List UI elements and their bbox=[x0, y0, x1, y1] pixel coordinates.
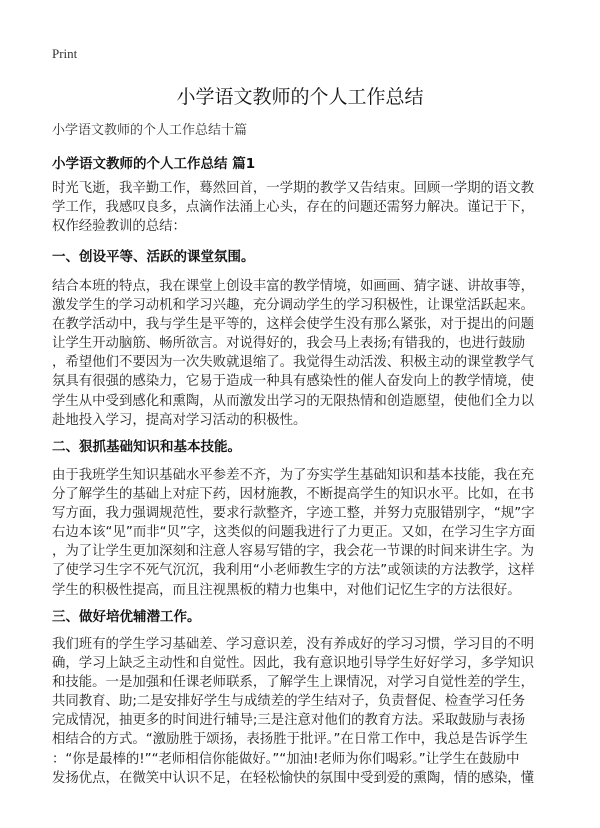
section-heading-3: 三、做好培优辅潜工作。 bbox=[52, 609, 201, 625]
text-line: 学生从中受到感化和熏陶，从而激发出学习的无限热情和创造愿望，使他们全力以 bbox=[52, 393, 535, 409]
text-line: 完成情况，抽更多的时间进行辅导;三是注意对他们的教育方法。采取鼓励与表扬 bbox=[52, 713, 526, 729]
text-line: 确，学习上缺乏主动性和自觉性。因此，我有意识地引导学生好好学习，多学知识 bbox=[52, 656, 535, 672]
text-line: 学生的积极性提高，而且注视黑板的精力也集中，对他们记忆生字的方法很好。 bbox=[52, 582, 521, 598]
text-line: 分了解学生的基础上对症下药，因材施教，不断提高学生的知识水平。比如，在书 bbox=[52, 487, 535, 503]
text-line: 在教学活动中，我与学生是平等的，这样会使学生没有那么紧张，对于提出的问题 bbox=[52, 317, 535, 333]
print-link[interactable]: Print bbox=[52, 46, 78, 61]
text-line: 由于我班学生知识基础水平参差不齐，为了夯实学生基础知识和基本技能，我在充 bbox=[52, 468, 535, 483]
section-heading-1: 一、创设平等、活跃的课堂氛围。 bbox=[52, 249, 255, 265]
text-line: 共同教育、助;二是安排好学生与成绩差的学生结对子，负责督促、检查学习任务 bbox=[52, 694, 526, 710]
section-heading-2: 二、狠抓基础知识和基本技能。 bbox=[52, 439, 241, 455]
text-line: 和技能。一是加强和任课老师联系，了解学生上课情况，对学习自觉性差的学生， bbox=[52, 675, 535, 691]
text-line: 我们班有的学生学习基础差、学习意识差，没有养成好的学习习惯，学习目的不明 bbox=[52, 637, 535, 652]
text-line: ，为了让学生更加深刻和注意人容易写错的字，我会花一节课的时间来讲生字。为 bbox=[52, 544, 535, 560]
section-paragraph-2 bbox=[52, 466, 535, 600]
text-line: 赴地投入学习，提高对学习活动的积极性。 bbox=[52, 412, 307, 428]
text-line: 了使学习生字不死气沉沉，我利用“小老师教生字的方法”或领读的方法教学，这样 bbox=[52, 563, 535, 579]
text-line: ，希望他们不要因为一次失败就退缩了。我觉得生动活泼、积极主动的课堂教学气 bbox=[52, 355, 535, 371]
text-line: 让学生开动脑筋、畅所欲言。对说得好的，我会马上表扬;有错我的，也进行鼓励 bbox=[52, 336, 526, 352]
intro-paragraph bbox=[52, 179, 534, 236]
text-line: 结合本班的特点，我在课堂上创设丰富的教学情境，如画画、猜字谜、讲故事等， bbox=[52, 279, 535, 294]
text-line: 氛具有很强的感染力，它易于造成一种具有感染性的催人奋发向上的教学情境，使 bbox=[52, 374, 535, 390]
text-line: 右边本该“见”而非“贝”字，这类似的问题我进行了力更正。又如，在学习生字方面 bbox=[52, 525, 536, 541]
text-line: 权作经验教训的总结： bbox=[52, 219, 186, 235]
text-line: 相结合的方式。“激励胜于颂扬，表扬胜于批评。”在日常工作中，我总是告诉学生 bbox=[52, 732, 528, 748]
text-line: 学工作，我感叹良多，点滴作法涌上心头，存在的问题还需努力解决。谨记于下， bbox=[52, 200, 535, 216]
subtitle: 小学语文教师的个人工作总结十篇 bbox=[52, 123, 248, 138]
text-line: 写方面，我力强调规范性，要求行款整齐，字迹工整，并努力克服错别字，“规”字 bbox=[52, 506, 535, 522]
text-line: 激发学生的学习动机和学习兴趣，充分调动学生的学习积极性，让课堂活跃起来。 bbox=[52, 298, 535, 314]
text-line: ：“你是最棒的!”“老师相信你能做好。”“加油!老师为你们喝彩。”让学生在鼓励中 bbox=[52, 751, 520, 767]
article-heading: 小学语文教师的个人工作总结 篇1 bbox=[52, 156, 256, 172]
text-line: 时光飞逝，我辛勤工作，蓦然回首，一学期的教学又告结束。回顾一学期的语文教 bbox=[52, 181, 535, 196]
text-line: 发扬优点，在微笑中认识不足，在轻松愉快的氛围中受到爱的熏陶，情的感染，懂 bbox=[52, 770, 535, 786]
page-title: 小学语文教师的个人工作总结 bbox=[176, 86, 424, 108]
section-paragraph-1 bbox=[52, 277, 534, 430]
section-paragraph-3 bbox=[52, 635, 534, 788]
